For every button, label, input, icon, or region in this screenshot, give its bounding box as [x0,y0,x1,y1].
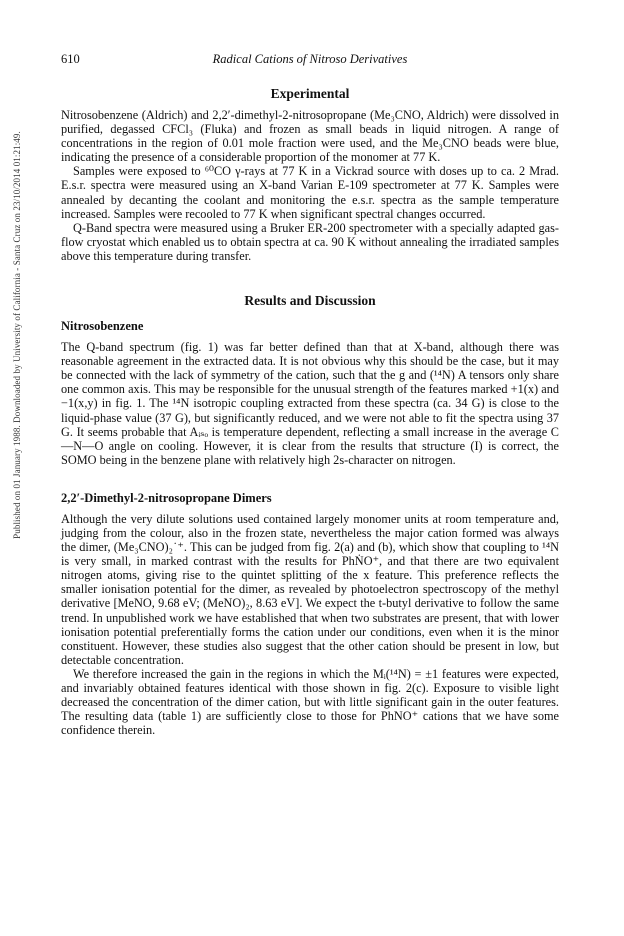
nitrosobenzene-subheading: Nitrosobenzene [61,319,144,334]
experimental-paragraph-2: Samples were exposed to ⁶⁰CO γ-rays at 77 K in a Vickrad source with doses up to ca. 2 Mrad. E.s.r. spectra were measured using an X-band Varian E-109 spectrometer at 77 K. Samples were annealed by decanting the coolant and monitoring the e.s.r. spectra as the sample temperature increased. Samples were recooled to 77 K when significant spectral changes occurred. [61,164,559,221]
download-watermark [5,70,29,600]
results-heading: Results and Discussion [244,293,376,309]
section-gap [61,263,559,277]
dimers-paragraph-2: We therefore increased the gain in the regions in which the Mᵢ(¹⁴N) = ±1 features were expected, and invariably obtained features identical with those shown in fig. 2(c). Exposure to visible light decreased the concentration of the dimer cation, but with little significant gain in the outer features. The resulting data (table 1) are sufficiently close to those for PhNO⁺ cations that we have some confidence therein. [61,666,559,738]
dimers-subheading: 2,2′-Dimethyl-2-nitrosopropane Dimers [61,490,272,505]
page-number: 610 [61,52,80,66]
download-watermark-text: Published on 01 January 1988. Downloaded by University of California - Santa Cruz on 23/10/2014 01:21:49. [12,131,22,539]
page-header [61,52,559,70]
section-gap [61,467,559,481]
dimers-paragraph-1: Although the very dilute solutions used contained largely monomer units at room temperature and, judging from the colour, also in the frozen state, nevertheless the major cation formed was always the dimer, (Me₃CNO)₂˙⁺. This can be judged from fig. 2(a) and (b), which show that coupling to ¹⁴N is very small, in marked contrast with the results for PhṄO⁺, and that there are two equivalent nitrogen atoms, giving rise to the quintet splitting of the x feature. This preference reflects the smaller ionisation potential for the dimer, as revealed by photoelectron spectroscopy of the methyl derivative [MeNO, 9.68 eV; (MeNO)₂, 8.63 eV]. We expect the t-butyl derivative to follow the same trend. In unpublished work we have established that when two substrates are present, that with lower ionisation potential preferentially forms the cation under our conditions, even when it is the minor constituent. However, these studies also suggest that the other cation should be present in low, but detectable concentration. [61,511,559,667]
experimental-heading: Experimental [270,86,350,101]
nitrosobenzene-paragraph: The Q-band spectrum (fig. 1) was far better defined than that at X-band, although there was reasonable agreement in the extracted data. It is not obvious why this should be the case, but it may be connected with the lack of symmetry of the cation, such that the g and (¹⁴N) A tensors only share one common axis. This may be responsible for the unusual strength of the features marked +1(x) and −1(x,y) in fig. 1. The ¹⁴N isotropic coupling extracted from these spectra (ca. 34 G) is close to the liquid-phase value (37 G), but significantly reduced, and we were not able to fit the spectra using 37 G. It seems probable that Aᵢₛₒ is temperature dependent, reflecting a small increase in the average C—N—O angle on cooling. However, it is clear from the results that structure (I) is correct, the SOMO being in the benzene plane with relatively high 2s-character on nitrogen. [61,340,559,467]
page-body [61,52,559,737]
experimental-paragraph-3: Q-Band spectra were measured using a Bruker ER-200 spectrometer with a specially adapted gas-flow cryostat which enabled us to obtain spectra at ca. 90 K without annealing the irradiated samples above this temperature during transfer. [61,220,559,263]
experimental-paragraph-1: Nitrosobenzene (Aldrich) and 2,2′-dimethyl-2-nitrosopropane (Me₃CNO, Aldrich) were dissolved in purified, degassed CFCl₃ (Fluka) and frozen as small beads in liquid nitrogen. A range of concentrations in the region of 0.01 mole fraction were used, and the Me₃CNO beads were blue, indicating the presence of a considerable proportion of the monomer at 77 K. [61,108,559,165]
running-title: Radical Cations of Nitroso Derivatives [212,52,408,66]
